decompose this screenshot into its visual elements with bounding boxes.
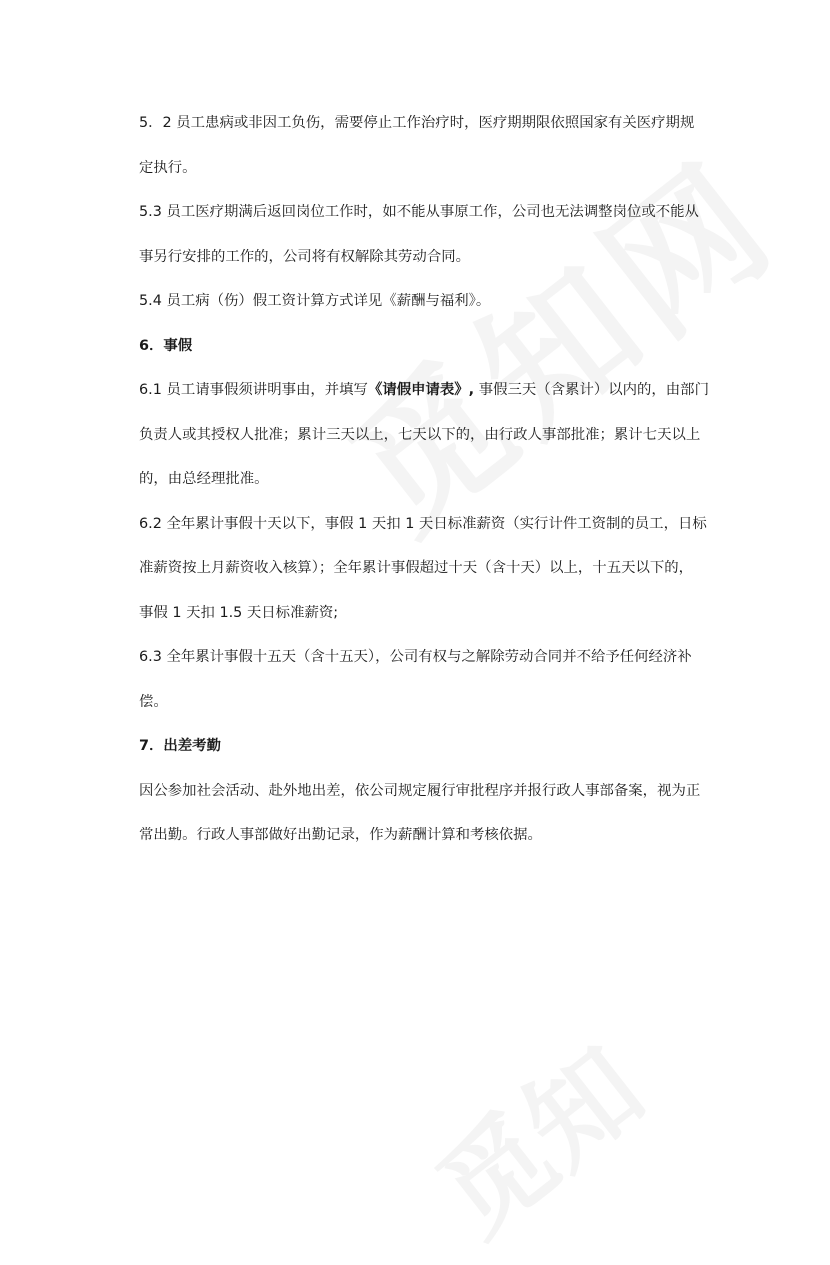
clause-7-line-2: 常出勤。行政人事部做好出勤记录，作为薪酬计算和考核依据。 [139, 827, 542, 843]
clause-5-4-line-1: 5.4 员工病（伤）假工资计算方式详见《薪酬与福利》。 [139, 293, 491, 309]
clause-6-1-line-3: 的，由总经理批准。 [139, 471, 269, 487]
clause-5-2-line-1: 5．2 员工患病或非因工负伤，需要停止工作治疗时，医疗期期限依照国家有关医疗期规 [139, 115, 695, 131]
clause-6-3-line-1: 6.3 全年累计事假十五天（含十五天），公司有权与之解除劳动合同并不给予任何经济补 [139, 649, 692, 665]
clause-6-1-line-1 [139, 368, 709, 413]
clause-5-2-line-2: 定执行。 [139, 159, 197, 176]
clause-6-1-text-post: 事假三天（含累计）以内的，由部门 [474, 382, 709, 398]
leave-form-name: 《请假申请表》, [367, 382, 475, 398]
section-heading-6: 6．事假 [139, 337, 193, 354]
clause-6-2-line-3: 事假 1 天扣 1.5 天日标准薪资; [139, 604, 339, 621]
clause-6-2-line-2: 准薪资按上月薪资收入核算）；全年累计事假超过十天（含十天）以上，十五天以下的， [139, 560, 694, 576]
clause-6-1-line-2: 负责人或其授权人批准；累计三天以上，七天以下的，由行政人事部批准；累计七天以上 [139, 426, 701, 443]
clause-6-1-text-pre: 6.1 员工请事假须讲明事由，并填写 [139, 382, 368, 398]
clause-5-3-line-2: 事另行安排的工作的，公司将有权解除其劳动合同。 [139, 248, 470, 265]
clause-6-3-line-2: 偿。 [139, 693, 168, 710]
clause-5-3-line-1: 5.3 员工医疗期满后返回岗位工作时，如不能从事原工作，公司也无法调整岗位或不能从 [139, 204, 699, 220]
watermark-bottom [400, 1005, 671, 1265]
clause-6-2-line-1: 6.2 全年累计事假十天以下，事假 1 天扣 1 天日标准薪资（实行计件工资制的员工，日标 [139, 515, 707, 532]
clause-7-line-1: 因公参加社会活动、赴外地出差，依公司规定履行审批程序并报行政人事部备案，视为正 [139, 782, 701, 799]
section-heading-7: 7．出差考勤 [139, 738, 221, 754]
document-body [139, 101, 709, 858]
